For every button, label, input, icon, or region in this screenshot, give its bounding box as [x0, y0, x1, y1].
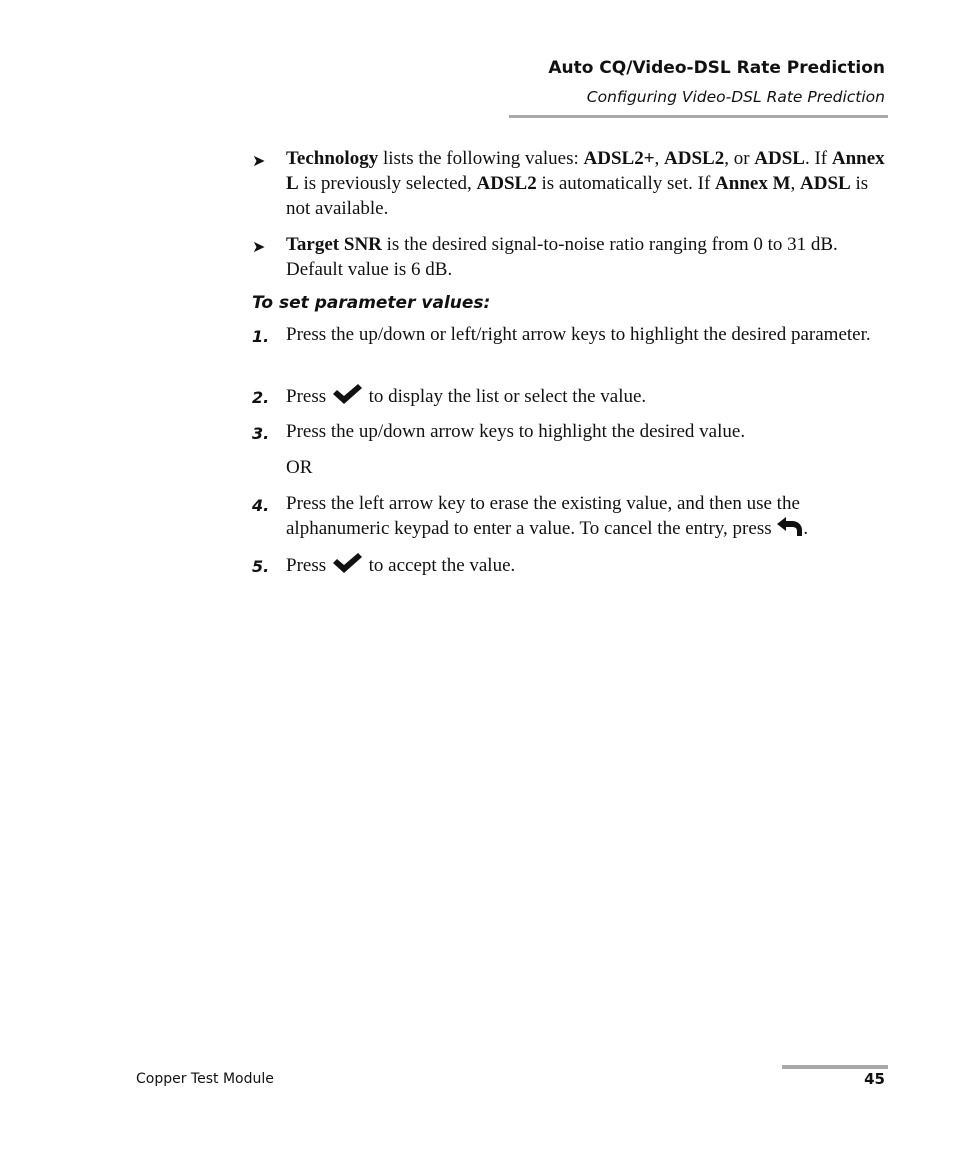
text: to display the list or select the value.	[363, 386, 647, 407]
footer-product-name: Copper Test Module	[136, 1071, 274, 1087]
term-annex-l: Annex L	[286, 148, 885, 194]
text: is automatically set. If	[536, 173, 716, 194]
text: Press the left arrow key to erase the existing value, and then use the alphanumeric keypad to enter a value. To cancel the entry, press	[286, 493, 800, 539]
bullet-technology	[252, 146, 892, 222]
text: ,	[654, 148, 665, 169]
running-header-title: Auto CQ/Video-DSL Rate Prediction	[548, 58, 885, 78]
step-text: Press the up/down arrow keys to highlight the desired value.	[286, 421, 746, 442]
running-header-subtitle: Configuring Video-DSL Rate Prediction	[586, 88, 885, 106]
step-text	[286, 491, 892, 541]
arrowhead-icon: ➤	[252, 239, 266, 256]
step-2	[252, 383, 892, 409]
value-adsl: ADSL	[800, 173, 851, 194]
term-target-snr: Target SNR	[286, 234, 382, 255]
page-number: 45	[864, 1070, 885, 1088]
step-3	[252, 419, 892, 445]
text: lists the following values:	[378, 148, 584, 169]
text: Press	[286, 555, 331, 576]
step-number: 3.	[252, 424, 270, 443]
step-number: 4.	[252, 496, 270, 515]
return-arrow-icon	[776, 517, 803, 537]
value-adsl2: ADSL2	[476, 173, 537, 194]
text: ,	[790, 173, 801, 194]
value-adsl2: ADSL2	[664, 148, 725, 169]
header-rule	[509, 115, 888, 118]
arrowhead-icon: ➤	[252, 153, 266, 170]
text: . If	[804, 148, 832, 169]
step-number: 5.	[252, 557, 270, 576]
step-text: Press the up/down or left/right arrow keys to highlight the desired parameter.	[286, 324, 871, 345]
value-adsl2plus: ADSL2+	[583, 148, 655, 169]
step-text	[286, 383, 892, 409]
step-text	[286, 552, 892, 578]
footer-rule	[782, 1065, 888, 1069]
procedure-title: To set parameter values:	[252, 293, 491, 313]
step-5	[252, 552, 892, 578]
checkmark-icon	[331, 552, 364, 574]
bullet-target-snr	[252, 232, 892, 282]
step-number: 2.	[252, 388, 270, 407]
or-label: OR	[286, 457, 313, 478]
step-1	[252, 322, 892, 372]
text: .	[803, 518, 809, 539]
text: is not available.	[286, 173, 869, 219]
text: to accept the value.	[363, 555, 516, 576]
step-or	[252, 455, 892, 481]
text: , or	[724, 148, 755, 169]
bullet-target-snr-text	[286, 232, 892, 282]
bullet-technology-text	[286, 146, 892, 221]
term-technology: Technology	[286, 148, 379, 169]
value-adsl: ADSL	[754, 148, 805, 169]
term-annex-m: Annex M	[715, 173, 791, 194]
text: Press	[286, 386, 331, 407]
step-number: 1.	[252, 327, 270, 346]
text: is the desired signal-to-noise ratio ranging from 0 to 31 dB. Default value is 6 dB.	[286, 234, 838, 280]
checkmark-icon	[331, 383, 364, 405]
text: is previously selected,	[298, 173, 477, 194]
step-4	[252, 491, 892, 541]
